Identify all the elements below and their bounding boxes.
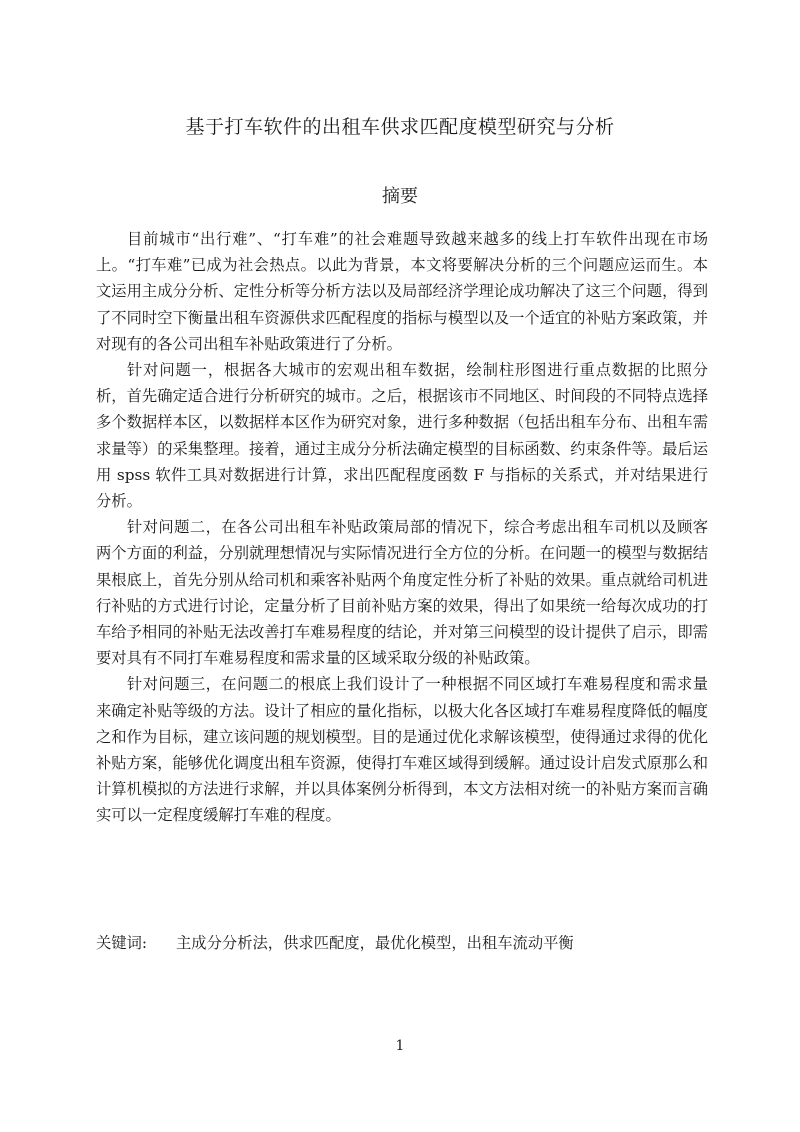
- keywords-label: 关键词:: [96, 934, 148, 952]
- keywords-line: [96, 930, 708, 956]
- abstract-body: [96, 226, 708, 829]
- page-number: 1: [395, 1038, 405, 1054]
- abstract-paragraph-problem-1: 针对问题一，根据各大城市的宏观出租车数据，绘制柱形图进行重点数据的比照分析，首先确定适合进行分析研究的城市。之后，根据该市不同地区、时间段的不同特点选择多个数据样本区，以数据样本区作为研究对象，进行多种数据（包括出租车分布、出租车需求量等）的采集整理。接着，通过主成分分析法确定模型的目标函数、约束条件等。最后运用 spss 软件工具对数据进行计算，求出匹配程度函数 F 与指标的关系式，并对结果进行分析。: [96, 361, 708, 511]
- abstract-paragraph-problem-2: 针对问题二，在各公司出租车补贴政策局部的情况下，综合考虑出租车司机以及顾客两个方面的利益，分别就理想情况与实际情况进行全方位的分析。在问题一的模型与数据结果根底上，首先分别从给司机和乘客补贴两个角度定性分析了补贴的效果。重点就给司机进行补贴的方式进行讨论，定量分析了目前补贴方案的效果，得出了如果统一给每次成功的打车给予相同的补贴无法改善打车难易程度的结论，并对第三问模型的设计提供了启示，即需要对具有不同打车难易程度和需求量的区域采取分级的补贴政策。: [96, 518, 708, 668]
- keywords-text: 主成分分析法，供求匹配度，最优化模型，出租车流动平衡: [176, 934, 574, 952]
- document-title: 基于打车软件的出租车供求匹配度模型研究与分析: [185, 116, 615, 138]
- abstract-paragraph-intro: 目前城市“出行难”、“打车难”的社会难题导致越来越多的线上打车软件出现在市场上。“打车难”已成为社会热点。以此为背景，本文将要解决分析的三个问题应运而生。本文运用主成分分析、定性分析等分析方法以及局部经济学理论成功解决了这三个问题，得到了不同时空下衡量出租车资源供求匹配程度的指标与模型以及一个适宜的补贴方案政策，并对现有的各公司出租车补贴政策进行了分析。: [96, 230, 708, 353]
- abstract-heading: 摘要: [382, 186, 418, 207]
- abstract-paragraph-problem-3: 针对问题三，在问题二的根底上我们设计了一种根据不同区域打车难易程度和需求量来确定补贴等级的方法。设计了相应的量化指标，以极大化各区域打车难易程度降低的幅度之和作为目标，建立该问题的规划模型。目的是通过优化求解该模型，使得通过求得的优化补贴方案，能够优化调度出租车资源，使得打车难区域得到缓解。通过设计启发式原那么和计算机模拟的方法进行求解，并以具体案例分析得到，本文方法相对统一的补贴方案而言确实可以一定程度缓解打车难的程度。: [96, 675, 708, 825]
